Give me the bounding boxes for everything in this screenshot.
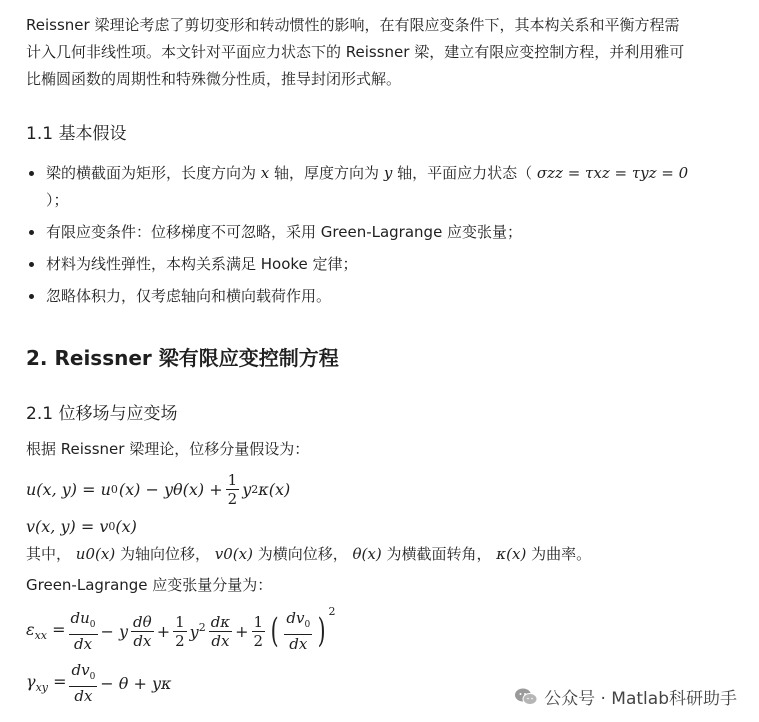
equation-gamma-xy: $\gamma_{xy}$ = $\frac{dv_0}{dx}$ − θ + yκ: [26, 661, 172, 705]
list-item: 材料为线性弹性，本构关系满足 Hooke 定律；: [26, 251, 726, 278]
document-body: [26, 12, 726, 709]
list-item: 有限应变条件：位移梯度不可忽略，采用 Green-Lagrange 应变张量；: [26, 219, 726, 246]
equation-u: u(x, y) = u 0 (x) − yθ(x) + $\frac{1}{2}$ y 2 κ(x): [26, 470, 291, 508]
fraction-half: $\frac{1}{2}$: [227, 470, 238, 508]
equation-v: v(x, y) = v 0 (x): [26, 516, 137, 536]
displacement-intro: 根据 Reissner 梁理论，位移分量假设为：: [26, 440, 310, 458]
heading-1-1: 1.1 基本假设: [26, 124, 127, 144]
list-item: 梁的横截面为矩形，长度方向为 x 轴，厚度方向为 y 轴，平面应力状态（ σzz = τxz = τyz = 0 ）；: [26, 160, 726, 214]
equation-epsilon-xx: $\varepsilon_{xx}$ = $\frac{du_0}{dx}$ − y $\frac{d\theta}{dx}$ + $\frac{1}{2}$ $y^2$ $\frac{d\kappa}{dx}$ + $\frac{1}{2}$ ( $\frac{dv_0}{dx}$ ) $^2$: [26, 605, 336, 653]
variable-explanation: 其中， u0(x) 为轴向位移， v0(x) 为横向位移， θ(x) 为横截面转角， κ(x) 为曲率。: [26, 545, 592, 563]
intro-paragraph: [26, 12, 726, 93]
intro-line-3: 比椭圆函数的周期性和特殊微分性质，推导封闭形式解。: [26, 70, 402, 88]
watermark-text: 公众号 · Matlab科研助手: [544, 689, 737, 709]
stress-condition-math: σzz = τxz = τyz = 0: [536, 164, 689, 182]
strain-intro: Green-Lagrange 应变张量分量为：: [26, 576, 273, 594]
intro-line-2: 计入几何非线性项。本文针对平面应力状态下的 Reissner 梁，建立有限应变控制方程，并利用雅可: [26, 43, 685, 61]
wechat-icon: [514, 687, 538, 707]
intro-line-1: Reissner 梁理论考虑了剪切变形和转动惯性的影响，在有限应变条件下，其本构关系和平衡方程需: [26, 16, 680, 34]
assumptions-list: [26, 160, 726, 310]
heading-2-1: 2.1 位移场与应变场: [26, 404, 178, 424]
watermark: [514, 684, 737, 709]
heading-2: 2. Reissner 梁有限应变控制方程: [26, 346, 339, 370]
list-item: 忽略体积力，仅考虑轴向和横向载荷作用。: [26, 283, 726, 310]
